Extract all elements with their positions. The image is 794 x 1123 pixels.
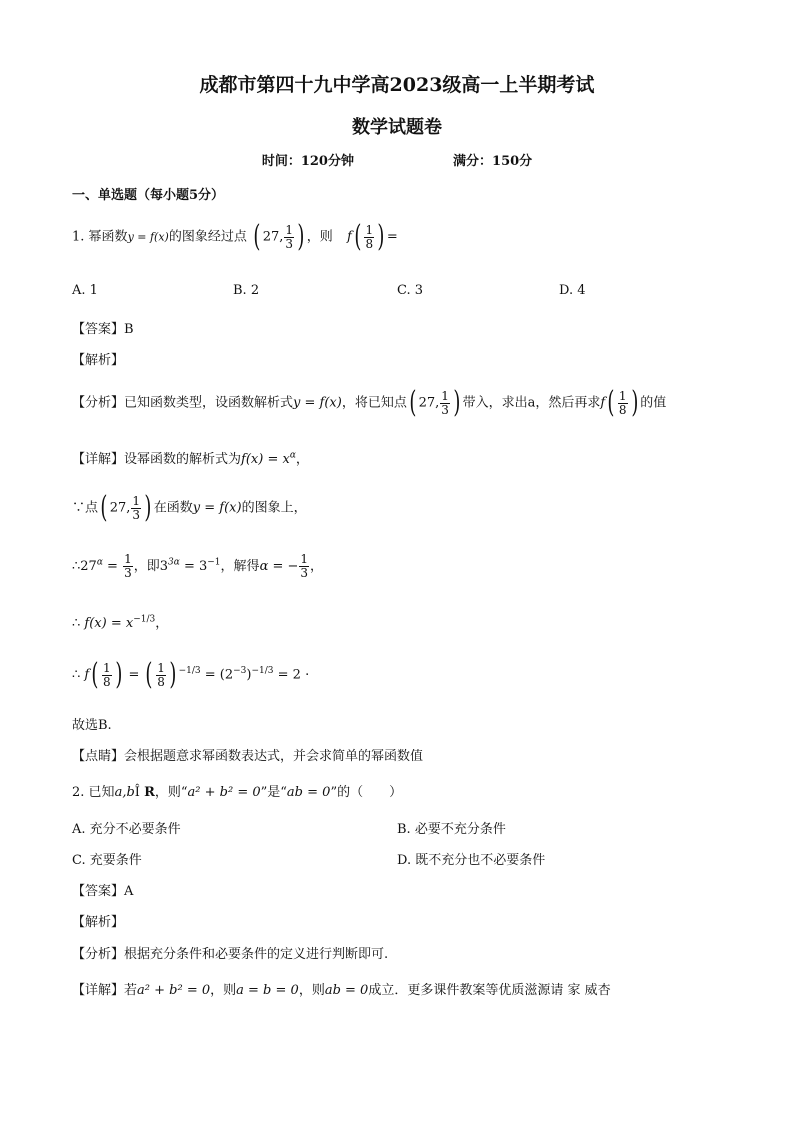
q2-analysis-tag: 【解析】	[72, 915, 125, 930]
q1-fenxi: 【分析】已知函数类型，设函数解析式y = f(x)，将已知点( 27, $\frac{1}{3}$ ) 带入，求出a，然后再求f( $\frac{1}{8}$ ) 的值	[72, 385, 667, 420]
q2-answer: 【答案】A	[72, 884, 134, 899]
time-label: 时间：120分钟	[261, 154, 354, 169]
q2-detail: 【详解】若a² + b² = 0，则a = b = 0，则ab = 0成立．更多课件教案等优质滋源请 家 威杏	[72, 983, 611, 998]
section-title: 一、单选题（每小题5分）	[72, 188, 225, 203]
exam-meta	[0, 150, 794, 169]
q1-detail-line1: 【详解】设幂函数的解析式为$f(x) = x^\alpha$，	[72, 450, 309, 467]
document-title: 成都市第四十九中学高2023级高一上半期考试	[199, 74, 595, 96]
q1-option-d[interactable]: D. 4	[559, 283, 586, 298]
q2-option-b[interactable]: B. 必要不充分条件	[397, 822, 506, 837]
question-1-stem: 1. 幂函数y = f(x)的图象经过点 ( 27, $\frac{1}{3}$ ) ，则 f( $\frac{1}{8}$ ) =	[72, 219, 398, 254]
q2-option-d[interactable]: D. 既不充分也不必要条件	[397, 853, 546, 868]
score-label: 满分：150分	[453, 154, 533, 169]
document-subtitle: 数学试题卷	[352, 117, 442, 138]
q1-detail-line4: ∴ $f(x) = x^{-1/3}$，	[72, 614, 169, 631]
question-2-stem: 2. 已知a,bÎ R，则“a² + b² = 0”是“ab = 0”的（ ）	[72, 785, 403, 800]
q2-option-c[interactable]: C. 充要条件	[72, 853, 142, 868]
q1-conclusion: 故选B.	[72, 718, 112, 733]
q2-fenxi: 【分析】根据充分条件和必要条件的定义进行判断即可.	[72, 947, 389, 962]
q1-dianjing: 【点睛】会根据题意求幂函数表达式，并会求简单的幂函数值	[72, 749, 424, 764]
q1-detail-line3: $\therefore 27^\alpha$ = $\frac{1}{3}$ ，即$3^{3\alpha} = 3^{-1}$，解得α = − $\frac{1}{3}$ ，	[72, 552, 324, 580]
q1-detail-line5: ∴ f( $\frac{1}{8}$ ) = ( $\frac{1}{8}$ ) $^{-1/3} = (2^{-3})^{-1/3} = 2$ ·	[72, 657, 310, 692]
q1-detail-line2: ∵点( 27, $\frac{1}{3}$ ) 在函数y = f(x)的图象上，	[72, 490, 307, 525]
q1-answer: 【答案】B	[72, 322, 134, 337]
q1-option-c[interactable]: C. 3	[397, 283, 424, 298]
q1-option-b[interactable]: B. 2	[233, 283, 260, 298]
q1-option-a[interactable]: A. 1	[72, 283, 98, 298]
q1-analysis-tag: 【解析】	[72, 353, 125, 368]
q2-option-a[interactable]: A. 充分不必要条件	[72, 822, 181, 837]
